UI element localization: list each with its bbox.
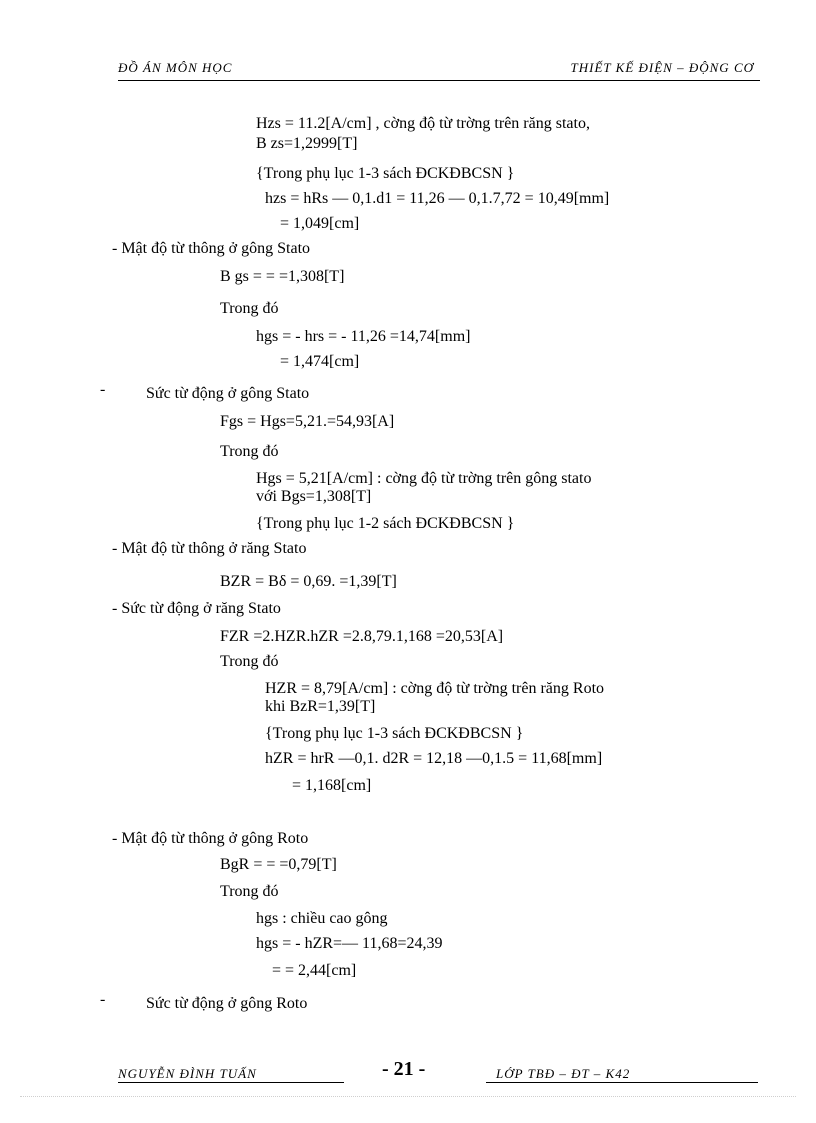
body-line-l18: BZR = Bδ = 0,69. =1,39[T] [220,573,397,590]
body-line-l30: hgs : chiều cao gông [256,910,388,927]
body-line-l25: hZR = hrR —0,1. d2R = 12,18 —0,1.5 = 11,68[mm] [265,750,603,767]
body-line-l7: B gs = = =1,308[T] [220,268,345,285]
body-line-l31: hgs = - hZR=— 11,68=24,39 [256,935,443,952]
bullet-dash-b1: - [100,381,106,398]
header-right: THIẾT KẾ ĐIỆN – ĐỘNG CƠ [570,60,754,75]
header-rule [118,80,760,81]
body-line-l3: {Trong phụ lục 1-3 sách ĐCKĐBCSN } [256,165,515,182]
body-line-l15: với Bgs=1,308[T] [256,488,372,505]
body-line-l29: Trong đó [220,883,279,900]
body-line-l8: Trong đó [220,300,279,317]
footer-rule-right [486,1082,758,1083]
body-line-l14: Hgs = 5,21[A/cm] : cờng độ từ trờng trên gông stato [256,470,592,487]
body-line-l17: - Mật độ từ thông ở răng Stato [112,540,307,557]
footer-left: NGUYỄN ĐÌNH TUẤN [118,1066,257,1081]
bullet-dash-b2: - [100,991,106,1008]
body-line-l20: FZR =2.HZR.hZR =2.8,79.1,168 =20,53[A] [220,628,504,645]
body-line-l23: khi BzR=1,39[T] [265,698,376,715]
body-line-l22: HZR = 8,79[A/cm] : cờng độ từ trờng trên răng Roto [265,680,605,697]
page-number: - 21 - [382,1058,426,1080]
body-line-l27: - Mật độ từ thông ở gông Roto [112,830,309,847]
body-line-l9: hgs = - hrs = - 11,26 =14,74[mm] [256,328,471,345]
body-line-l32: = = 2,44[cm] [272,962,357,979]
body-line-l4: hzs = hRs — 0,1.d1 = 11,26 — 0,1.7,72 = 10,49[mm] [265,190,610,207]
body-line-l33: Sức từ động ở gông Roto [146,995,308,1012]
header-left: ĐỒ ÁN MÔN HỌC [118,60,233,75]
body-line-l11: Sức từ động ở gông Stato [146,385,310,402]
body-line-l13: Trong đó [220,443,279,460]
footer-right: LỚP TBĐ – ĐT – K42 [496,1066,631,1081]
body-line-l19: - Sức từ động ở răng Stato [112,600,281,617]
page-edge [20,1096,796,1097]
body-line-l12: Fgs = Hgs=5,21.=54,93[A] [220,413,395,430]
body-line-l21: Trong đó [220,653,279,670]
body-line-l24: {Trong phụ lục 1-3 sách ĐCKĐBCSN } [265,725,524,742]
body-line-l6: - Mật độ từ thông ở gông Stato [112,240,311,257]
body-line-l28: BgR = = =0,79[T] [220,856,337,873]
body-line-l2: B zs=1,2999[T] [256,135,358,152]
body-line-l1: Hzs = 11.2[A/cm] , cờng độ từ trờng trên răng stato, [256,115,590,132]
body-line-l10: = 1,474[cm] [280,353,360,370]
body-line-l16: {Trong phụ lục 1-2 sách ĐCKĐBCSN } [256,515,515,532]
body-line-l5: = 1,049[cm] [280,215,360,232]
body-line-l26: = 1,168[cm] [292,777,372,794]
footer-rule-left [118,1082,344,1083]
